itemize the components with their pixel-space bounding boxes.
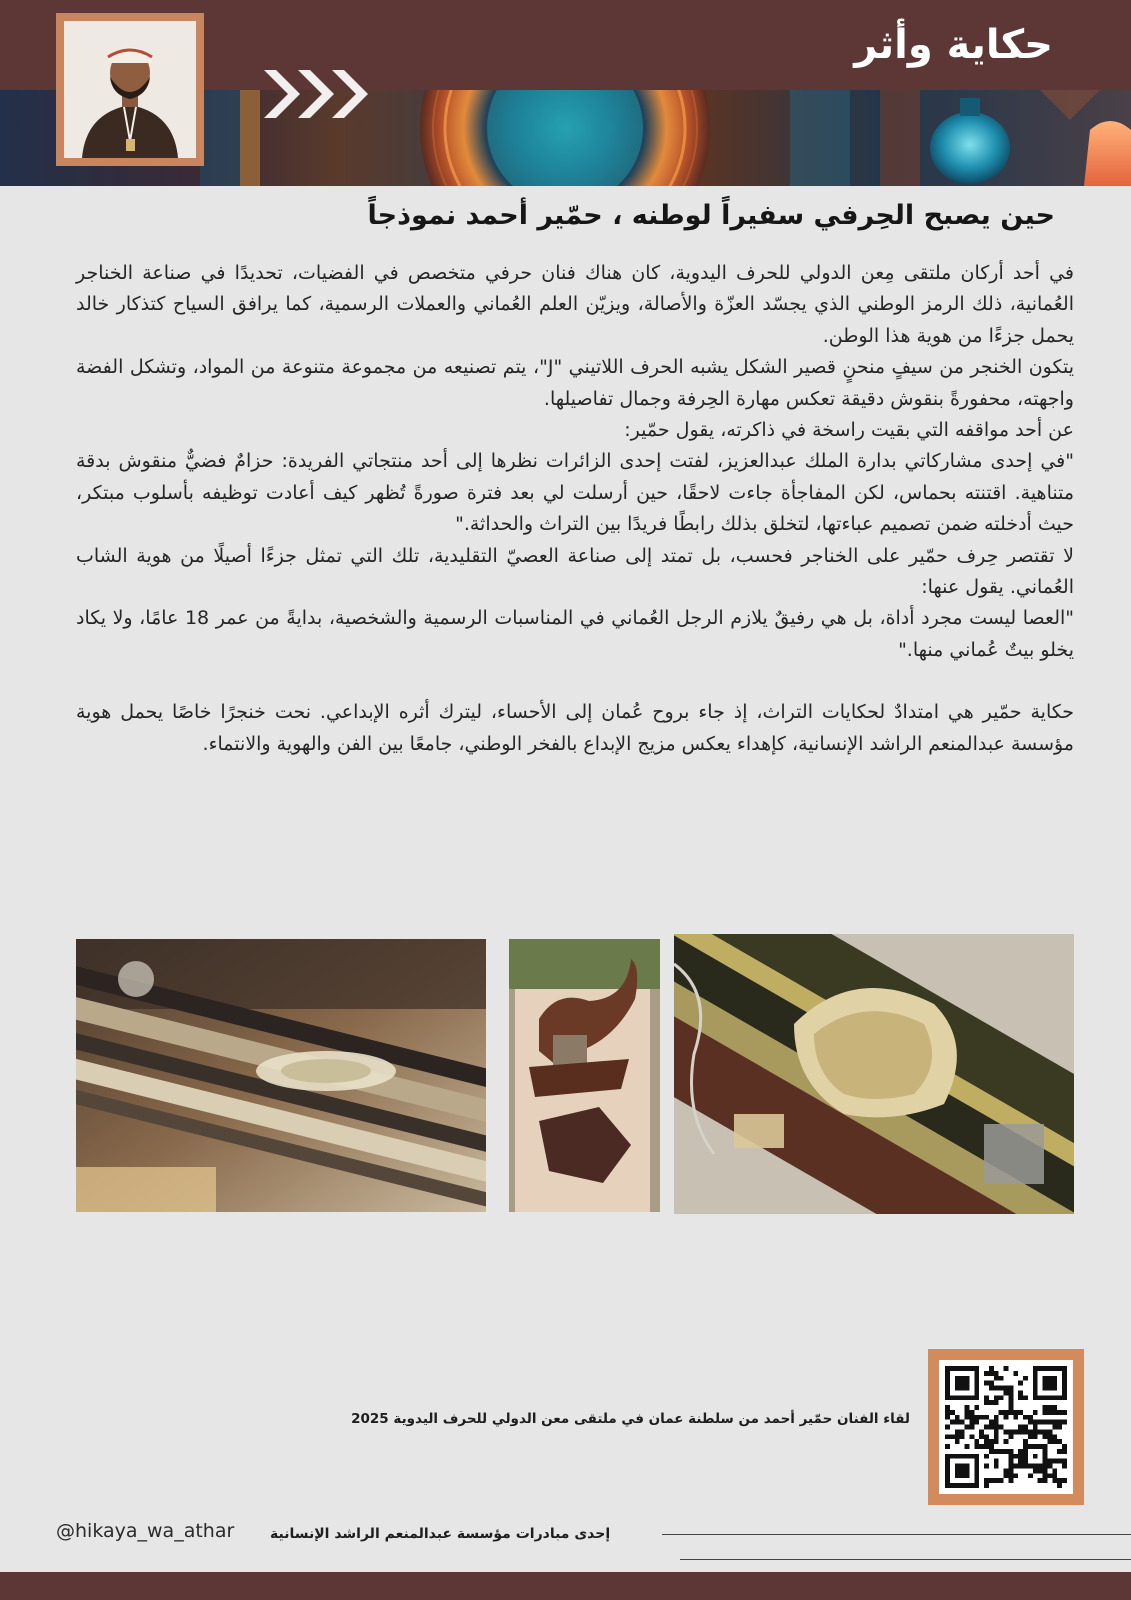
qr-code-frame[interactable] <box>928 1349 1084 1505</box>
paragraph-conclusion: حكاية حمّير هي امتدادٌ لحكايات التراث، إذ جاء بروح عُمان إلى الأحساء، ليترك أثره الإبداعي. نحت خنجرًا خاصًا يحمل هوية مؤسسة عبدالمنعم الراشد الإنسانية، كإهداء يعكس مزيج الإبداع بالفخر الوطني، جامعًا بين الفن والهوية والانتماء. <box>76 701 1074 755</box>
footer-divider-bottom <box>680 1559 1131 1560</box>
paragraph-cane-quote: "العصا ليست مجرد أداة، بل هي رفيقٌ يلازم الرجل العُماني في المناسبات الرسمية والشخصية، بدايةً من عمر 18 عامًا، ولا يكاد يخلو بيتٌ عُماني منها." <box>76 607 1074 661</box>
qr-caption: لقاء الفنان حمّير أحمد من سلطنة عمان في ملتقى معن الدولي للحرف اليدوية 2025 <box>351 1411 910 1427</box>
paragraph-belt-quote: "في إحدى مشاركاتي بدارة الملك عبدالعزيز، لفتت إحدى الزائرات نظرها إلى أحد منتجاتي الفريدة: حزامٌ فضيٌّ منقوش بدقة متناهية. اقتنته بحماس، لكن المفاجأة جاءت لاحقًا، حين أرسلت لي بعد فترة صورةً تُظهر كيف أعادت توظيفه بأسلوب مبتكر، حيث أدخلته ضمن تصميم عباءتها، لتخلق بذلك رابطًا فريدًا بين التراث والحداثة." <box>76 450 1074 536</box>
brand-title: حكاية وأثر <box>854 22 1053 68</box>
photo-silver-daggers-display <box>76 939 486 1212</box>
social-handle-link[interactable]: @hikaya_wa_athar <box>56 1520 235 1542</box>
paragraph-khanjar: يتكون الخنجر من سيفٍ منحنٍ قصير الشكل يشبه الحرف اللاتيني "J"، يتم تصنيعه من مجموعة متنوعة من المواد، وتشكل الفضة واجهته، محفورةً بنقوش دقيقة تعكس مهارة الحِرفة وجمال تفاصيلها. <box>76 356 1074 410</box>
photo-khanjar-on-stand <box>509 939 660 1212</box>
chevron-arrows-icon <box>262 66 372 122</box>
article-body <box>76 258 1074 760</box>
paragraph-canes: لا تقتصر حِرف حمّير على الخناجر فحسب، بل تمتد إلى صناعة العصيّ التقليدية، تلك التي تمثل جزءًا أصيلًا من هوية الشاب العُماني. يقول عنها: <box>76 544 1074 599</box>
footer-band <box>0 1572 1131 1600</box>
article-title: حين يصبح الحِرفي سفيراً لوطنه ، حمّير أحمد نموذجاً <box>367 200 1055 231</box>
artist-portrait-photo <box>56 13 204 166</box>
qr-code-icon[interactable] <box>945 1366 1067 1488</box>
footer-divider-top <box>662 1534 1131 1535</box>
paragraph-spacer <box>76 666 1074 697</box>
initiative-credit: إحدى مبادرات مؤسسة عبدالمنعم الراشد الإنسانية <box>270 1526 611 1542</box>
paragraph-memory-intro: عن أحد مواقفه التي بقيت راسخة في ذاكرته، يقول حمّير: <box>624 419 1074 442</box>
photo-silver-belt-closeup <box>674 934 1074 1214</box>
paragraph-intro: في أحد أركان ملتقى مِعن الدولي للحرف اليدوية، كان هناك فنان حرفي متخصص في الفضيات، تحديدًا في صناعة الخناجر العُمانية، ذلك الرمز الوطني الذي يجسّد العزّة والأصالة، ويزيّن العلم العُماني والعملات الرسمية، كما يرافق السياح كتذكار خالد يحمل جزءًا من هوية هذا الوطن. <box>76 262 1074 347</box>
